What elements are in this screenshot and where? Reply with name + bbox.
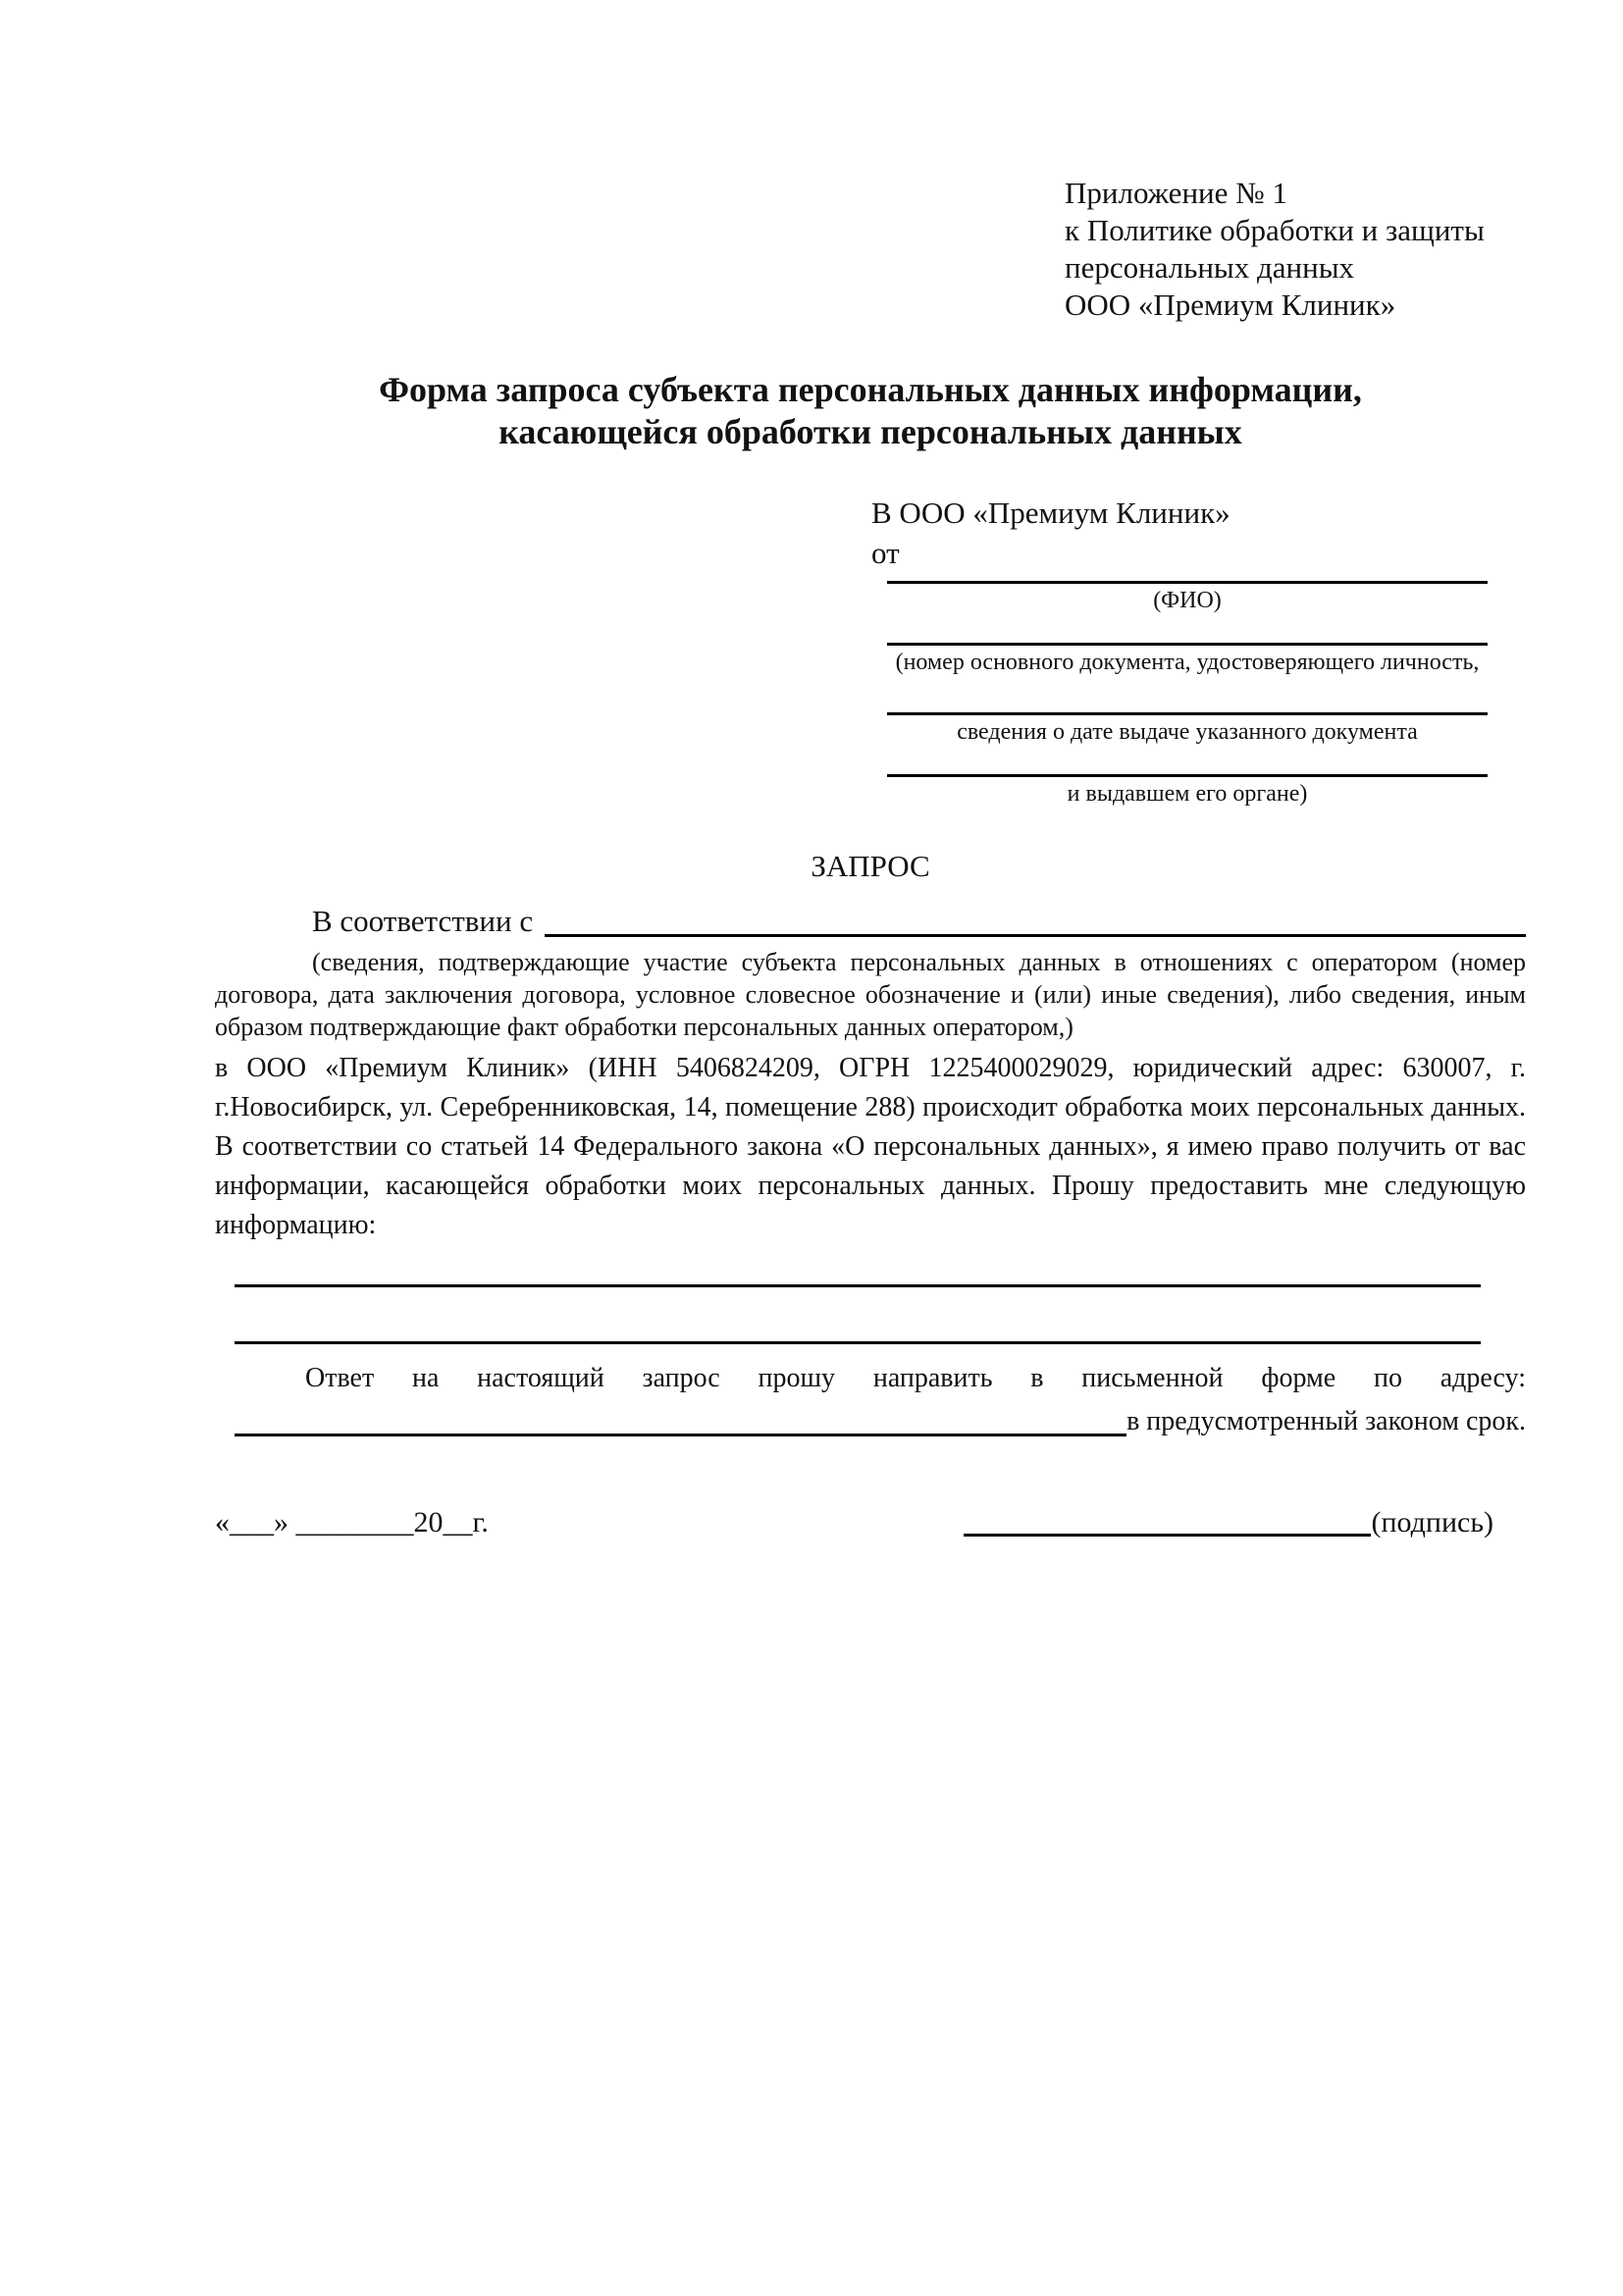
- body-paragraph: в ООО «Премиум Клиник» (ИНН 5406824209, ОГРН 1225400029029, юридический адрес: 630007, г. г.Новосибирск, ул. Серебренниковская, 14, помещение 288) происходит обработка моих персональных данных. В соответствии со статьей 14 Федерального закона «О персональных данных», я имею право получить от вас информации, касающейся обработки моих персональных данных. Прошу предоставить мне следующую информацию:: [215, 1053, 1526, 1240]
- answer-paragraph: Ответ на настоящий запрос прошу направить в письменной форме по адресу:: [305, 1363, 1526, 1393]
- issuing-authority-caption: и выдавшем его органе): [1067, 781, 1308, 807]
- signature-area: [964, 1503, 1493, 1542]
- fio-blank-line: [887, 581, 1488, 584]
- address-row: [235, 1401, 1526, 1442]
- addressee-to: В ООО «Премиум Клиник»: [871, 496, 1230, 530]
- appendix-line: ООО «Премиум Клиник»: [1065, 287, 1396, 322]
- issue-date-caption: сведения о дате выдаче указанного документа: [957, 719, 1418, 745]
- fine-print-note: (сведения, подтверждающие участие субъекта персональных данных в отношениях с оператором (номер договора, дата заключения договора, условное словесное обозначение и (или) иные сведения), либо сведения, иным образом подтверждающие факт обработки персональных данных оператором,): [215, 948, 1526, 1041]
- address-blank-line: [235, 1434, 1126, 1436]
- addressee-from-label: от: [871, 536, 900, 570]
- blank-line-1: [235, 1284, 1481, 1287]
- appendix-line: Приложение № 1: [1065, 176, 1287, 210]
- issue-date-blank-line: [887, 712, 1488, 715]
- information-blank-lines: [235, 1284, 1481, 1344]
- signature-blank-line: [964, 1534, 1371, 1537]
- appendix-line: персональных данных: [1065, 250, 1355, 285]
- document-title-line: Форма запроса субъекта персональных данных информации,: [379, 370, 1362, 409]
- signature-caption: (подпись): [1371, 1506, 1493, 1539]
- accordance-blank-line: [545, 901, 1526, 937]
- document-number-blank-line: [887, 643, 1488, 646]
- document-title: [215, 369, 1526, 453]
- fio-caption: (ФИО): [1153, 588, 1222, 613]
- accordance-row: [215, 901, 1526, 942]
- request-heading: ЗАПРОС: [811, 849, 930, 883]
- issuing-authority-blank-line: [887, 774, 1488, 777]
- addressee-block: [871, 493, 1526, 573]
- answer-suffix: в предусмотренный законом срок.: [1126, 1406, 1526, 1436]
- date-line: «___» ________20__г.: [215, 1506, 489, 1539]
- identity-fields: [887, 581, 1488, 809]
- signature-row: [215, 1503, 1526, 1542]
- appendix-block: [1065, 0, 1526, 324]
- document-title-line: касающейся обработки персональных данных: [498, 412, 1242, 451]
- appendix-line: к Политике обработки и защиты: [1065, 213, 1485, 247]
- blank-line-2: [235, 1341, 1481, 1344]
- accordance-prefix: В соответствии с: [312, 904, 534, 938]
- document-number-caption: (номер основного документа, удостоверяющего личность,: [895, 650, 1480, 675]
